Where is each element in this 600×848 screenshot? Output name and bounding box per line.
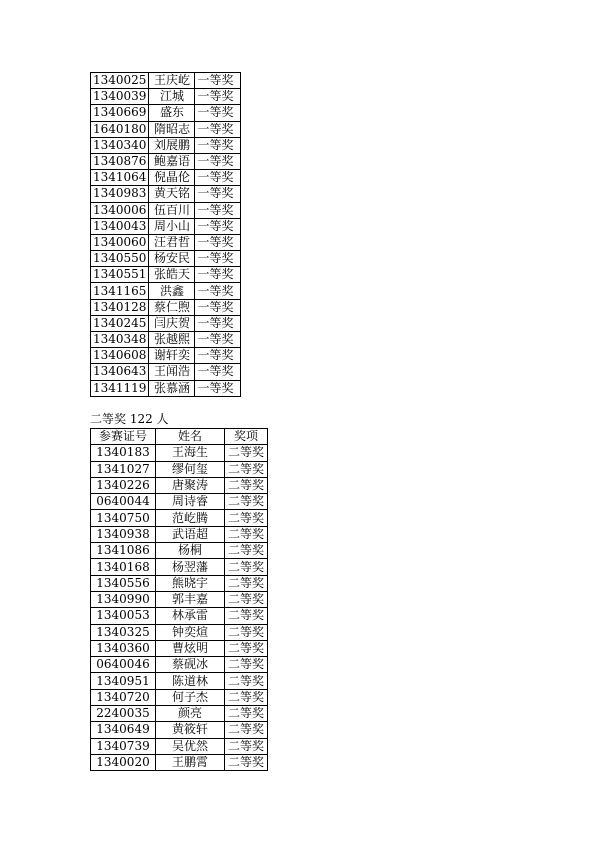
cert-no-cell: 1340226	[91, 477, 156, 493]
name-cell: 闫庆贺	[149, 315, 195, 331]
table-row	[91, 299, 241, 315]
cert-no-cell: 1341119	[91, 380, 149, 396]
name-cell: 杨翌藩	[156, 559, 225, 575]
name-cell: 黄筱轩	[156, 722, 225, 738]
cert-no-cell: 1340060	[91, 234, 149, 250]
second-prize-caption: 二等奖 122 人	[90, 412, 169, 426]
cert-no-cell: 1340649	[91, 722, 156, 738]
name-cell: 张皓天	[149, 267, 195, 283]
table-row	[91, 234, 241, 250]
award-cell: 二等奖	[225, 706, 268, 722]
award-cell: 二等奖	[225, 559, 268, 575]
name-cell: 杨桐	[156, 543, 225, 559]
table-row	[91, 153, 241, 169]
cert-no-cell: 1340938	[91, 526, 156, 542]
cert-no-cell: 1340053	[91, 608, 156, 624]
cert-no-cell: 1340183	[91, 445, 156, 461]
award-cell: 一等奖	[195, 137, 241, 153]
cert-no-cell: 1340168	[91, 559, 156, 575]
cert-no-cell: 1340739	[91, 738, 156, 754]
award-cell: 一等奖	[195, 121, 241, 137]
cert-no-cell: 1340348	[91, 332, 149, 348]
name-cell: 曹炫明	[156, 640, 225, 656]
cert-no-cell: 1340556	[91, 575, 156, 591]
award-cell: 一等奖	[195, 251, 241, 267]
table-row	[91, 283, 241, 299]
cert-no-cell: 1640180	[91, 121, 149, 137]
name-cell: 张越熙	[149, 332, 195, 348]
award-cell: 二等奖	[225, 657, 268, 673]
name-cell: 王鹏霄	[156, 754, 225, 770]
name-cell: 伍百川	[149, 202, 195, 218]
table-row	[91, 105, 241, 121]
table-row	[91, 380, 241, 396]
cert-no-cell: 1340325	[91, 624, 156, 640]
cert-no-cell: 0640046	[91, 657, 156, 673]
table-row	[91, 170, 241, 186]
name-cell: 江城	[149, 89, 195, 105]
award-cell: 一等奖	[195, 202, 241, 218]
name-cell: 黄天铭	[149, 186, 195, 202]
name-cell: 武语超	[156, 526, 225, 542]
header-award: 奖项	[225, 429, 268, 445]
name-cell: 唐聚涛	[156, 477, 225, 493]
award-cell: 一等奖	[195, 234, 241, 250]
award-cell: 一等奖	[195, 170, 241, 186]
table-row	[91, 218, 241, 234]
cert-no-cell: 1340039	[91, 89, 149, 105]
name-cell: 何子杰	[156, 689, 225, 705]
cert-no-cell: 1340643	[91, 364, 149, 380]
table-row	[91, 121, 241, 137]
cert-no-cell: 1340990	[91, 591, 156, 607]
award-cell: 一等奖	[195, 153, 241, 169]
name-cell: 倪晶伦	[149, 170, 195, 186]
cert-no-cell: 1340020	[91, 754, 156, 770]
award-cell: 一等奖	[195, 364, 241, 380]
name-cell: 蔡仁煦	[149, 299, 195, 315]
cert-no-cell: 1341064	[91, 170, 149, 186]
table-row	[91, 657, 268, 673]
cert-no-cell: 1341165	[91, 283, 149, 299]
name-cell: 周小山	[149, 218, 195, 234]
award-cell: 一等奖	[195, 348, 241, 364]
award-cell: 二等奖	[225, 461, 268, 477]
table-row	[91, 445, 268, 461]
award-cell: 一等奖	[195, 186, 241, 202]
award-cell: 二等奖	[225, 526, 268, 542]
award-cell: 一等奖	[195, 299, 241, 315]
cert-no-cell: 1341027	[91, 461, 156, 477]
name-cell: 盛东	[149, 105, 195, 121]
cert-no-cell: 1341086	[91, 543, 156, 559]
name-cell: 刘展鹏	[149, 137, 195, 153]
cert-no-cell: 1340876	[91, 153, 149, 169]
table-row	[91, 722, 268, 738]
cert-no-cell: 1340043	[91, 218, 149, 234]
cert-no-cell: 1340025	[91, 73, 149, 89]
award-cell: 二等奖	[225, 608, 268, 624]
cert-no-cell: 1340006	[91, 202, 149, 218]
cert-no-cell: 1340340	[91, 137, 149, 153]
table-row	[91, 591, 268, 607]
name-cell: 熊晓宇	[156, 575, 225, 591]
name-cell: 陈道林	[156, 673, 225, 689]
table-row	[91, 738, 268, 754]
name-cell: 王庆屹	[149, 73, 195, 89]
name-cell: 颜亮	[156, 706, 225, 722]
table-row	[91, 332, 241, 348]
name-cell: 洪鑫	[149, 283, 195, 299]
cert-no-cell: 1340750	[91, 510, 156, 526]
award-cell: 二等奖	[225, 445, 268, 461]
cert-no-cell: 1340951	[91, 673, 156, 689]
cert-no-cell: 0640044	[91, 494, 156, 510]
award-cell: 二等奖	[225, 543, 268, 559]
table-row	[91, 575, 268, 591]
award-cell: 二等奖	[225, 689, 268, 705]
cert-no-cell: 1340360	[91, 640, 156, 656]
cert-no-cell: 1340550	[91, 251, 149, 267]
table-row	[91, 706, 268, 722]
table-row	[91, 89, 241, 105]
name-cell: 谢轩奕	[149, 348, 195, 364]
name-cell: 缪何玺	[156, 461, 225, 477]
second-prize-table	[90, 428, 268, 771]
cert-no-cell: 1340983	[91, 186, 149, 202]
name-cell: 隋昭志	[149, 121, 195, 137]
table-row	[91, 754, 268, 770]
table-row	[91, 494, 268, 510]
table-row	[91, 364, 241, 380]
table-row	[91, 510, 268, 526]
table-row	[91, 689, 268, 705]
award-cell: 一等奖	[195, 315, 241, 331]
award-cell: 一等奖	[195, 332, 241, 348]
table-row	[91, 543, 268, 559]
table-row	[91, 315, 241, 331]
award-cell: 一等奖	[195, 283, 241, 299]
cert-no-cell: 1340551	[91, 267, 149, 283]
name-cell: 林承雷	[156, 608, 225, 624]
name-cell: 蔡砚冰	[156, 657, 225, 673]
award-cell: 二等奖	[225, 591, 268, 607]
name-cell: 周诗睿	[156, 494, 225, 510]
award-cell: 二等奖	[225, 624, 268, 640]
name-cell: 汪君哲	[149, 234, 195, 250]
award-cell: 二等奖	[225, 640, 268, 656]
name-cell: 张慕涵	[149, 380, 195, 396]
table-row	[91, 461, 268, 477]
award-cell: 二等奖	[225, 575, 268, 591]
name-cell: 吴优然	[156, 738, 225, 754]
award-cell: 二等奖	[225, 494, 268, 510]
header-cert-no: 参赛证号	[91, 429, 156, 445]
award-cell: 二等奖	[225, 722, 268, 738]
cert-no-cell: 2240035	[91, 706, 156, 722]
first-prize-table	[90, 72, 241, 397]
name-cell: 鲍嘉语	[149, 153, 195, 169]
second-prize-table-body	[91, 445, 268, 771]
award-cell: 二等奖	[225, 738, 268, 754]
name-cell: 杨安民	[149, 251, 195, 267]
award-cell: 一等奖	[195, 218, 241, 234]
name-cell: 郭丰嘉	[156, 591, 225, 607]
award-cell: 二等奖	[225, 510, 268, 526]
award-cell: 一等奖	[195, 73, 241, 89]
table-row	[91, 137, 241, 153]
award-cell: 二等奖	[225, 673, 268, 689]
award-cell: 一等奖	[195, 267, 241, 283]
table-row	[91, 73, 241, 89]
name-cell: 钟奕煊	[156, 624, 225, 640]
award-cell: 二等奖	[225, 477, 268, 493]
cert-no-cell: 1340245	[91, 315, 149, 331]
name-cell: 王海生	[156, 445, 225, 461]
table-row	[91, 559, 268, 575]
table-row	[91, 673, 268, 689]
table-row	[91, 477, 268, 493]
name-cell: 王闻浩	[149, 364, 195, 380]
award-cell: 一等奖	[195, 105, 241, 121]
cert-no-cell: 1340128	[91, 299, 149, 315]
table-row	[91, 526, 268, 542]
table-row	[91, 348, 241, 364]
table-row	[91, 202, 241, 218]
award-cell: 二等奖	[225, 754, 268, 770]
table-row	[91, 608, 268, 624]
header-name: 姓名	[156, 429, 225, 445]
award-cell: 一等奖	[195, 89, 241, 105]
table-header-row	[91, 429, 268, 445]
first-prize-table-body	[91, 73, 241, 397]
table-row	[91, 624, 268, 640]
table-row	[91, 186, 241, 202]
table-row	[91, 640, 268, 656]
table-row	[91, 267, 241, 283]
name-cell: 范屹腾	[156, 510, 225, 526]
cert-no-cell: 1340669	[91, 105, 149, 121]
cert-no-cell: 1340720	[91, 689, 156, 705]
award-cell: 一等奖	[195, 380, 241, 396]
table-row	[91, 251, 241, 267]
cert-no-cell: 1340608	[91, 348, 149, 364]
